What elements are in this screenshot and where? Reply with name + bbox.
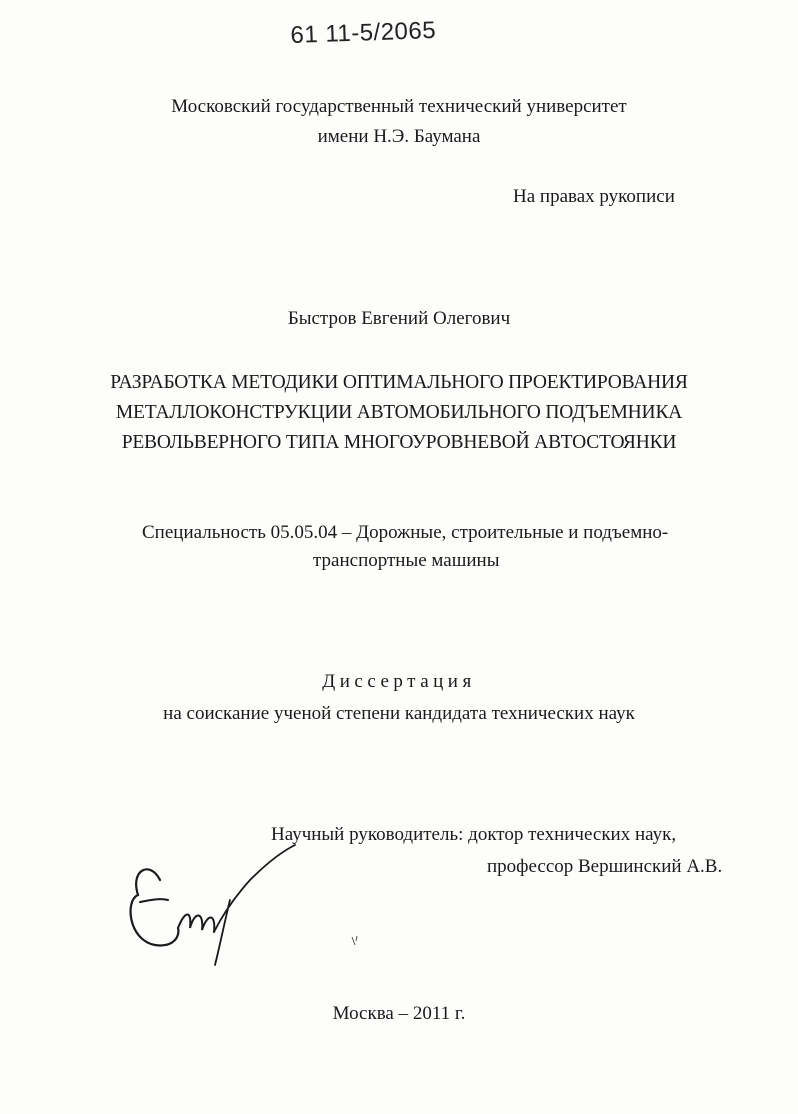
archive-stamp-number: 61 11-5/2065 [290,16,437,49]
title-line-1: РАЗРАБОТКА МЕТОДИКИ ОПТИМАЛЬНОГО ПРОЕКТИРОВАНИЯ [110,372,688,393]
title-line-2: МЕТАЛЛОКОНСТРУКЦИИ АВТОМОБИЛЬНОГО ПОДЪЕМНИКА [115,402,683,423]
scan-speck [350,935,360,947]
supervisor-line-1: Научный руководитель: доктор технических наук, [271,824,677,845]
dissertation-title [0,368,798,458]
city-year: Москва – 2011 г. [332,1003,466,1024]
title-line-3: РЕВОЛЬВЕРНОГО ТИПА МНОГОУРОВНЕВОЙ АВТОСТОЯНКИ [121,432,677,453]
handwritten-signature [120,840,310,970]
manuscript-rights-note: На правах рукописи [513,186,675,207]
university-line-2: имени Н.Э. Баумана [317,126,481,147]
university-name [0,92,798,152]
university-line-1: Московский государственный технический университет [171,96,627,117]
specialty-line-1: Специальность 05.05.04 – Дорожные, строительные и подъемно- [142,522,669,543]
author-name: Быстров Евгений Олегович [287,308,511,329]
dissertation-label: Диссертация [322,671,476,692]
degree-statement: на соискание ученой степени кандидата технических наук [163,703,635,724]
supervisor-line-2: профессор Вершинский А.В. [487,856,723,877]
specialty-line-2: транспортные машины [313,550,500,571]
